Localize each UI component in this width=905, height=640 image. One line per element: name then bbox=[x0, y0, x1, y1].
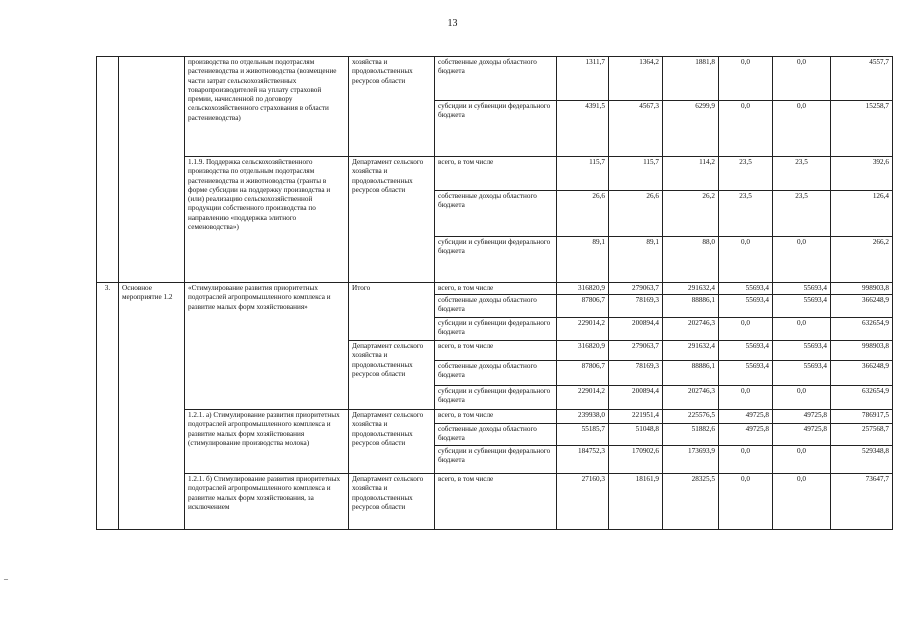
value-cell: 88,0 bbox=[663, 237, 719, 283]
value-cell: 291632,4 bbox=[663, 283, 719, 295]
source-cell: субсидии и субвенции федерального бюджета bbox=[435, 237, 557, 283]
value-cell: 239938,0 bbox=[557, 410, 609, 424]
table-row bbox=[97, 57, 893, 101]
value-cell: 4391,5 bbox=[557, 101, 609, 157]
value-cell: 632654,9 bbox=[831, 386, 893, 410]
value-cell: 0,0 bbox=[719, 318, 773, 341]
value-cell: 200894,4 bbox=[609, 318, 663, 341]
value-cell: 55693,4 bbox=[773, 361, 831, 386]
num-cell bbox=[97, 57, 119, 283]
value-cell: 0,0 bbox=[773, 57, 831, 101]
value-cell: 170902,6 bbox=[609, 446, 663, 474]
source-cell: собственные доходы областного бюджета bbox=[435, 361, 557, 386]
executor-cell: Департамент сельского хозяйства и продовольственных ресурсов области bbox=[349, 474, 435, 530]
value-cell: 229014,2 bbox=[557, 318, 609, 341]
value-cell: 55693,4 bbox=[773, 341, 831, 361]
value-cell: 89,1 bbox=[557, 237, 609, 283]
page-number: 13 bbox=[447, 18, 458, 29]
value-cell: 18161,9 bbox=[609, 474, 663, 530]
value-cell: 225576,5 bbox=[663, 410, 719, 424]
measure-cell: «Стимулирование развития приоритетных подотраслей агропромышленного комплекса и развитие малых форм хозяйствования» bbox=[185, 283, 349, 410]
value-cell: 0,0 bbox=[773, 446, 831, 474]
executor-cell: хозяйства и продовольственных ресурсов области bbox=[349, 57, 435, 157]
value-cell: 0,0 bbox=[773, 386, 831, 410]
value-cell: 184752,3 bbox=[557, 446, 609, 474]
measure-cell: 1.2.1. б) Стимулирование развития приоритетных подотраслей агропромышленного комплекса и развитие малых форм хозяйствования, за исключением bbox=[185, 474, 349, 530]
source-cell: собственные доходы областного бюджета bbox=[435, 191, 557, 237]
value-cell: 51048,8 bbox=[609, 424, 663, 446]
value-cell: 51882,6 bbox=[663, 424, 719, 446]
value-cell: 202746,3 bbox=[663, 386, 719, 410]
value-cell: 23,5 bbox=[719, 157, 773, 191]
row-number: 3. bbox=[97, 283, 119, 530]
table-row bbox=[97, 474, 893, 530]
value-cell: 279063,7 bbox=[609, 341, 663, 361]
margin-mark: – bbox=[4, 574, 8, 583]
value-cell: 1311,7 bbox=[557, 57, 609, 101]
value-cell: 0,0 bbox=[719, 474, 773, 530]
table-row bbox=[97, 157, 893, 191]
value-cell: 316820,9 bbox=[557, 283, 609, 295]
value-cell: 0,0 bbox=[719, 101, 773, 157]
source-cell: всего, в том числе bbox=[435, 410, 557, 424]
value-cell: 202746,3 bbox=[663, 318, 719, 341]
value-cell: 786917,5 bbox=[831, 410, 893, 424]
value-cell: 115,7 bbox=[609, 157, 663, 191]
budget-table bbox=[96, 56, 893, 530]
value-cell: 78169,3 bbox=[609, 295, 663, 318]
source-cell: субсидии и субвенции федерального бюджета bbox=[435, 386, 557, 410]
value-cell: 1881,8 bbox=[663, 57, 719, 101]
measure-cell: 1.2.1. а) Стимулирование развития приоритетных подотраслей агропромышленного комплекса и развитие малых форм хозяйствования (стимулирование производства молока) bbox=[185, 410, 349, 474]
value-cell: 173693,9 bbox=[663, 446, 719, 474]
value-cell: 392,6 bbox=[831, 157, 893, 191]
value-cell: 632654,9 bbox=[831, 318, 893, 341]
value-cell: 55693,4 bbox=[719, 283, 773, 295]
value-cell: 115,7 bbox=[557, 157, 609, 191]
measure-cell: производства по отдельным подотраслям растениеводства и животноводства (возмещение части затрат сельскохозяйственных товаропроизводителей на уплату страховой премии, начисленной по договору сельскохозяйственного страхования в области растениеводства) bbox=[185, 57, 349, 157]
value-cell: 0,0 bbox=[773, 101, 831, 157]
value-cell: 126,4 bbox=[831, 191, 893, 237]
value-cell: 0,0 bbox=[773, 318, 831, 341]
value-cell: 0,0 bbox=[719, 446, 773, 474]
value-cell: 221951,4 bbox=[609, 410, 663, 424]
value-cell: 366248,9 bbox=[831, 295, 893, 318]
value-cell: 0,0 bbox=[773, 474, 831, 530]
value-cell: 0,0 bbox=[773, 237, 831, 283]
value-cell: 4567,3 bbox=[609, 101, 663, 157]
source-cell: собственные доходы областного бюджета bbox=[435, 424, 557, 446]
source-cell: собственные доходы областного бюджета bbox=[435, 295, 557, 318]
executor-cell: Департамент сельского хозяйства и продовольственных ресурсов области bbox=[349, 341, 435, 410]
measure-cell: 1.1.9. Поддержка сельскохозяйственного производства по отдельным подотраслям растениеводства и животноводства (гранты в форме субсидии на поддержку производства и (или) реализацию сельскохозяйственной продукции собственного производства по направлению «поддержка элитного семеноводства») bbox=[185, 157, 349, 283]
value-cell: 26,6 bbox=[557, 191, 609, 237]
value-cell: 0,0 bbox=[719, 57, 773, 101]
source-cell: собственные доходы областного бюджета bbox=[435, 57, 557, 101]
value-cell: 28325,5 bbox=[663, 474, 719, 530]
value-cell: 23,5 bbox=[773, 157, 831, 191]
value-cell: 49725,8 bbox=[719, 410, 773, 424]
value-cell: 114,2 bbox=[663, 157, 719, 191]
value-cell: 0,0 bbox=[719, 237, 773, 283]
value-cell: 1364,2 bbox=[609, 57, 663, 101]
source-cell: субсидии и субвенции федерального бюджета bbox=[435, 101, 557, 157]
value-cell: 49725,8 bbox=[773, 424, 831, 446]
value-cell: 49725,8 bbox=[719, 424, 773, 446]
executor-cell: Департамент сельского хозяйства и продовольственных ресурсов области bbox=[349, 410, 435, 474]
event-cell bbox=[119, 57, 185, 283]
value-cell: 0,0 bbox=[719, 386, 773, 410]
value-cell: 88886,1 bbox=[663, 295, 719, 318]
source-cell: субсидии и субвенции федерального бюджета bbox=[435, 446, 557, 474]
value-cell: 89,1 bbox=[609, 237, 663, 283]
source-cell: субсидии и субвенции федерального бюджета bbox=[435, 318, 557, 341]
value-cell: 55693,4 bbox=[719, 341, 773, 361]
value-cell: 998903,8 bbox=[831, 283, 893, 295]
source-cell: всего, в том числе bbox=[435, 157, 557, 191]
executor-cell: Департамент сельского хозяйства и продовольственных ресурсов области bbox=[349, 157, 435, 283]
value-cell: 49725,8 bbox=[773, 410, 831, 424]
value-cell: 15258,7 bbox=[831, 101, 893, 157]
value-cell: 55693,4 bbox=[719, 361, 773, 386]
value-cell: 23,5 bbox=[719, 191, 773, 237]
value-cell: 6299,9 bbox=[663, 101, 719, 157]
value-cell: 73647,7 bbox=[831, 474, 893, 530]
value-cell: 316820,9 bbox=[557, 341, 609, 361]
main-event: Основное мероприятие 1.2 bbox=[119, 283, 185, 530]
value-cell: 55693,4 bbox=[719, 295, 773, 318]
table-row bbox=[97, 410, 893, 424]
value-cell: 200894,4 bbox=[609, 386, 663, 410]
value-cell: 4557,7 bbox=[831, 57, 893, 101]
value-cell: 257568,7 bbox=[831, 424, 893, 446]
value-cell: 87806,7 bbox=[557, 295, 609, 318]
value-cell: 291632,4 bbox=[663, 341, 719, 361]
source-cell: всего, в том числе bbox=[435, 474, 557, 530]
table-row bbox=[97, 283, 893, 295]
value-cell: 366248,9 bbox=[831, 361, 893, 386]
value-cell: 55185,7 bbox=[557, 424, 609, 446]
source-cell: всего, в том числе bbox=[435, 341, 557, 361]
value-cell: 26,2 bbox=[663, 191, 719, 237]
value-cell: 229014,2 bbox=[557, 386, 609, 410]
value-cell: 88886,1 bbox=[663, 361, 719, 386]
value-cell: 529348,8 bbox=[831, 446, 893, 474]
value-cell: 87806,7 bbox=[557, 361, 609, 386]
value-cell: 279063,7 bbox=[609, 283, 663, 295]
value-cell: 998903,8 bbox=[831, 341, 893, 361]
value-cell: 55693,4 bbox=[773, 295, 831, 318]
value-cell: 266,2 bbox=[831, 237, 893, 283]
source-cell: всего, в том числе bbox=[435, 283, 557, 295]
value-cell: 26,6 bbox=[609, 191, 663, 237]
executor-cell: Итого bbox=[349, 283, 435, 341]
value-cell: 23,5 bbox=[773, 191, 831, 237]
value-cell: 78169,3 bbox=[609, 361, 663, 386]
value-cell: 27160,3 bbox=[557, 474, 609, 530]
value-cell: 55693,4 bbox=[773, 283, 831, 295]
